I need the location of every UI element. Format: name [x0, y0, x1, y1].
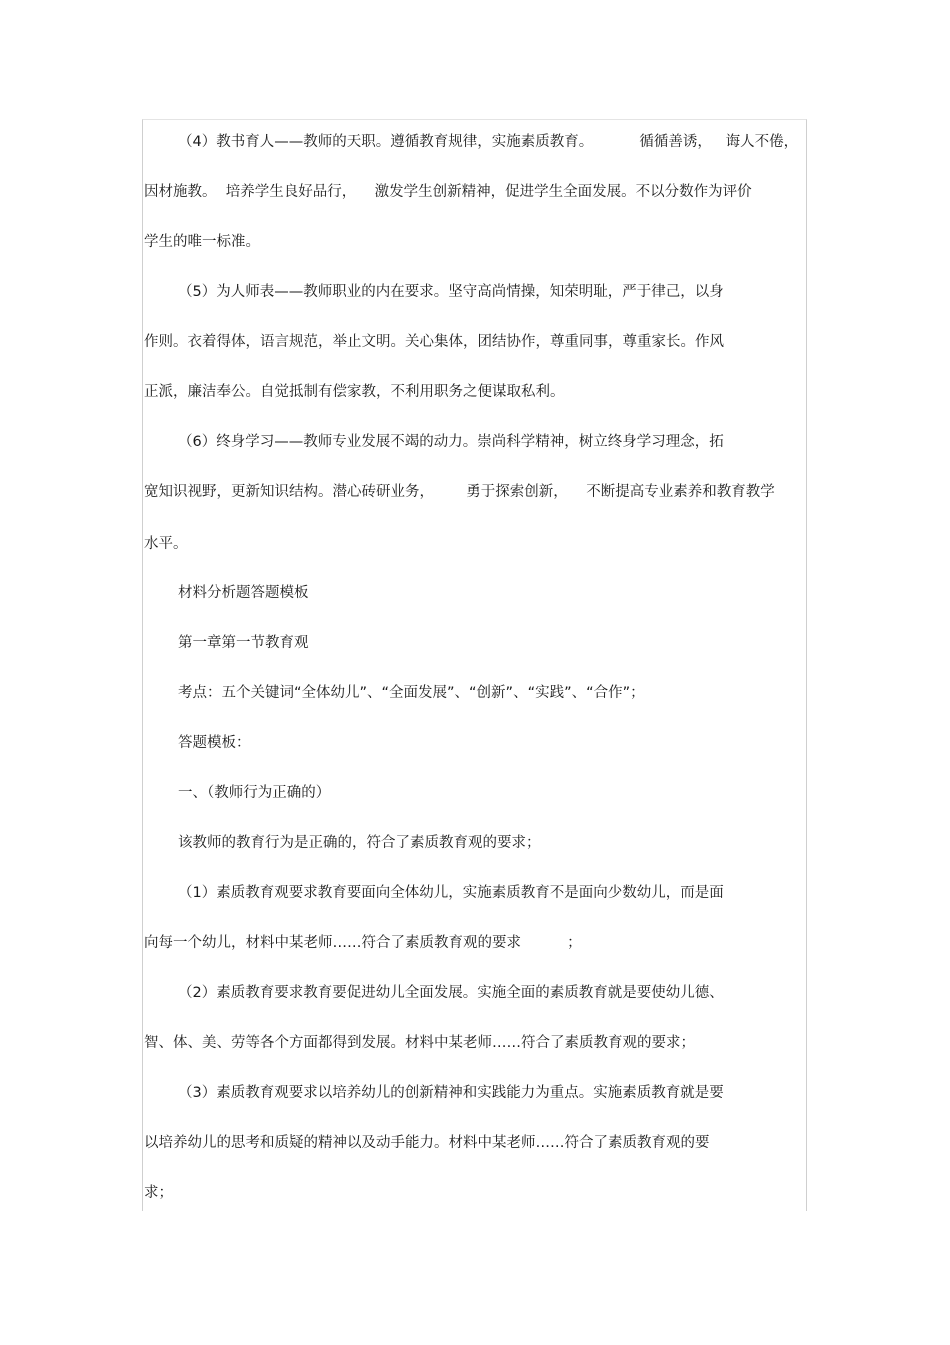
paragraph-line: 水平。 [144, 536, 188, 552]
chapter-heading: 第一章第一节教育观 [178, 635, 309, 651]
paragraph-line: （5）为人师表——教师职业的内在要求。坚守高尚情操，知荣明耻，严于律己，以身 [178, 284, 724, 300]
paragraph-line: 正派，廉洁奉公。自觉抵制有偿家教，不利用职务之便谋取私利。 [144, 384, 565, 400]
paragraph-line: 以培养幼儿的思考和质疑的精神以及动手能力。材料中某老师……符合了素质教育观的要 [144, 1135, 710, 1151]
paragraph-line: （1）素质教育观要求教育要面向全体幼儿，实施素质教育不是面向少数幼儿，而是面 [178, 885, 724, 901]
template-label: 答题模板： [178, 735, 251, 751]
paragraph-line: 学生的唯一标准。 [144, 234, 260, 250]
paragraph-line: 求； [144, 1185, 173, 1201]
paragraph-line: （6）终身学习——教师专业发展不竭的动力。崇尚科学精神，树立终身学习理念，拓 [178, 434, 724, 450]
key-points: 考点：五个关键词“全体幼儿”、“全面发展”、“创新”、“实践”、“合作”； [178, 685, 645, 701]
paragraph-line: （3）素质教育观要求以培养幼儿的创新精神和实践能力为重点。实施素质教育就是要 [178, 1085, 724, 1101]
paragraph-line: （4）教书育人——教师的天职。遵循教育规律，实施素质教育。 循循善诱， 诲人不倦， [178, 134, 799, 150]
paragraph-line: 作则。衣着得体，语言规范，举止文明。关心集体，团结协作，尊重同事，尊重家长。作风 [144, 334, 724, 350]
paragraph-line: （2）素质教育要求教育要促进幼儿全面发展。实施全面的素质教育就是要使幼儿德、 [178, 985, 724, 1001]
paragraph-line: 该教师的教育行为是正确的，符合了素质教育观的要求； [178, 835, 541, 851]
paragraph-line: 智、体、美、劳等各个方面都得到发展。材料中某老师……符合了素质教育观的要求； [144, 1035, 695, 1051]
section-heading: 材料分析题答题模板 [178, 585, 309, 601]
case-heading: 一、（教师行为正确的） [178, 785, 331, 801]
paragraph-line: 因材施教。 培养学生良好品行， 激发学生创新精神，促进学生全面发展。不以分数作为评价 [144, 184, 752, 200]
paragraph-line: 向每一个幼儿，材料中某老师……符合了素质教育观的要求 ； [144, 935, 582, 951]
paragraph-line: 宽知识视野，更新知识结构。潜心砖研业务， 勇于探索创新， 不断提高专业素养和教育教学 [144, 484, 775, 500]
